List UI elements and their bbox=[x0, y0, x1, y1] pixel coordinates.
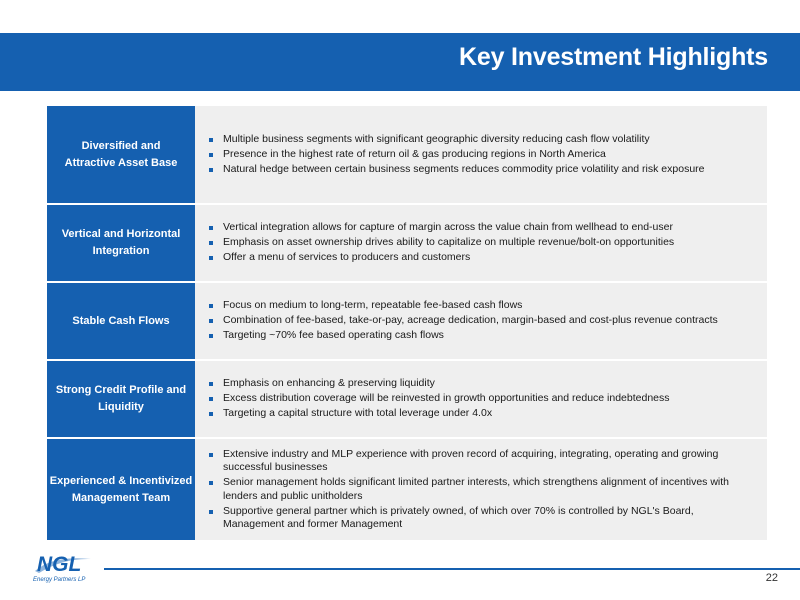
bullet-item: Emphasis on enhancing & preserving liquidity bbox=[207, 377, 757, 391]
bullet-item: Combination of fee-based, take-or-pay, acreage dedication, margin-based and cost-plus revenue contracts bbox=[207, 314, 757, 328]
bullet-item: Extensive industry and MLP experience with proven record of acquiring, integrating, operating and growing successful businesses bbox=[207, 448, 757, 475]
highlight-label bbox=[47, 361, 195, 437]
highlight-label-line1: Stable Cash Flows bbox=[72, 314, 170, 327]
highlight-label-line2: Management Team bbox=[71, 491, 171, 504]
bullet-item: Offer a menu of services to producers and customers bbox=[207, 251, 757, 265]
highlight-label-line1: Vertical and Horizontal bbox=[61, 228, 181, 240]
highlight-bullets bbox=[195, 283, 767, 359]
page-number: 22 bbox=[765, 572, 778, 584]
logo-text: NGL bbox=[37, 553, 82, 576]
highlight-bullets bbox=[195, 361, 767, 437]
highlight-row-credit bbox=[47, 361, 767, 439]
highlight-row-management bbox=[47, 439, 767, 540]
highlight-label bbox=[47, 439, 195, 540]
bullet-item: Targeting a capital structure with total leverage under 4.0x bbox=[207, 407, 757, 421]
highlight-row-integration bbox=[47, 205, 767, 283]
slide-title: Key Investment Highlights bbox=[459, 43, 768, 71]
highlight-row-diversified bbox=[47, 106, 767, 205]
bullet-item: Excess distribution coverage will be reinvested in growth opportunities and reduce indebtedness bbox=[207, 392, 757, 406]
highlight-bullets bbox=[195, 439, 767, 540]
highlight-row-cash-flows bbox=[47, 283, 767, 361]
highlights-table bbox=[47, 106, 767, 540]
highlight-label-line2: Attractive Asset Base bbox=[64, 156, 178, 169]
highlight-label-line2: Integration bbox=[92, 245, 150, 257]
highlight-label bbox=[47, 283, 195, 359]
highlight-bullets bbox=[195, 205, 767, 281]
highlight-label-line1: Experienced & Incentivized bbox=[49, 474, 193, 487]
bullet-item: Presence in the highest rate of return oil & gas producing regions in North America bbox=[207, 148, 757, 162]
title-bar bbox=[0, 33, 800, 91]
highlight-bullets bbox=[195, 106, 767, 203]
highlight-label bbox=[47, 205, 195, 281]
bullet-item: Emphasis on asset ownership drives ability to capitalize on multiple revenue/bolt-on opportunities bbox=[207, 236, 757, 250]
bullet-item: Vertical integration allows for capture of margin across the value chain from wellhead to end-user bbox=[207, 221, 757, 235]
highlight-label-line1: Diversified and bbox=[81, 139, 161, 152]
highlight-label-line1: Strong Credit Profile and bbox=[55, 384, 187, 396]
footer-divider bbox=[104, 568, 800, 570]
bullet-item: Supportive general partner which is privately owned, of which over 70% is controlled by NGL's Board, Management and former Management bbox=[207, 505, 757, 532]
highlight-label-line2: Liquidity bbox=[98, 401, 144, 413]
bullet-item: Multiple business segments with significant geographic diversity reducing cash flow volatility bbox=[207, 133, 757, 147]
bullet-item: Targeting ~70% fee based operating cash flows bbox=[207, 329, 757, 343]
logo-tagline: Energy Partners LP bbox=[33, 577, 86, 583]
bullet-item: Senior management holds significant limited partner interests, which strengthens alignment of incentives with lenders and public unitholders bbox=[207, 476, 757, 503]
bullet-item: Natural hedge between certain business segments reduces commodity price volatility and risk exposure bbox=[207, 163, 757, 177]
bullet-item: Focus on medium to long-term, repeatable fee-based cash flows bbox=[207, 299, 757, 313]
highlight-label bbox=[47, 106, 195, 203]
